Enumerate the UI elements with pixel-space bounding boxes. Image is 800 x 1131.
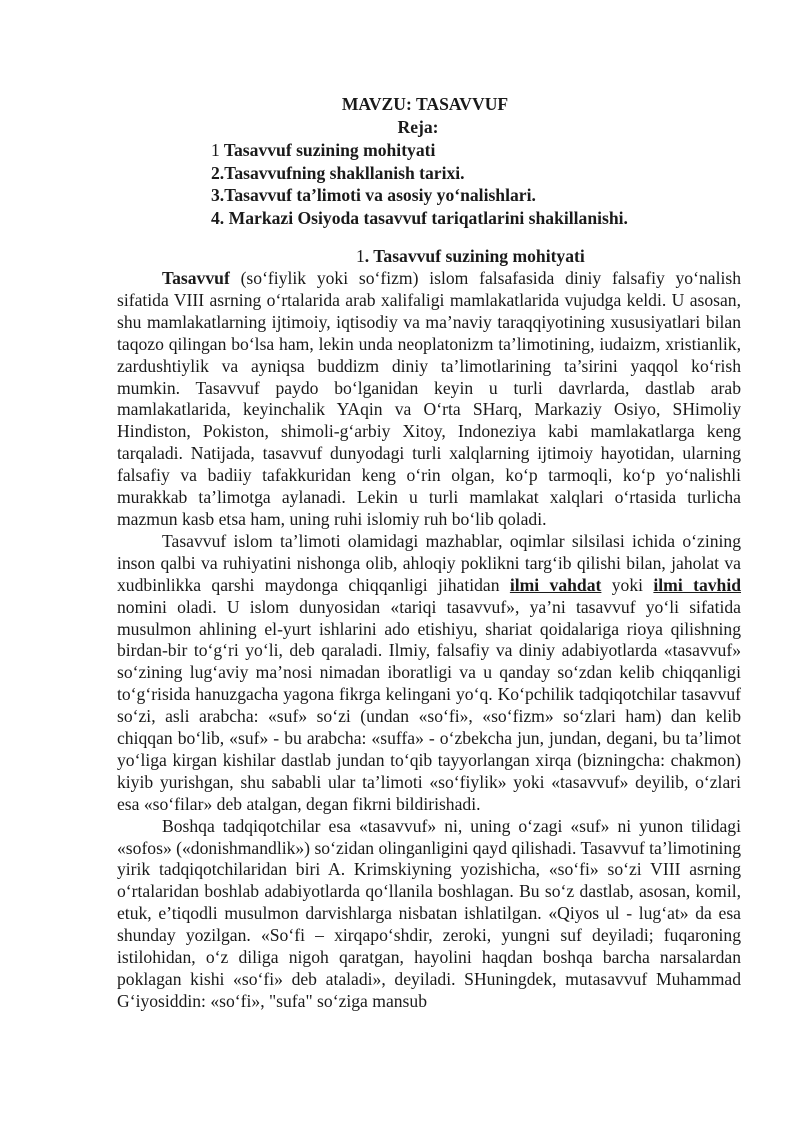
paragraph-text: (so‘fiylik yoki so‘fizm) islom falsafasida diniy falsafiy yo‘nalish sifatida VIII asrning o‘rtalarida arab xalifaligi mamlakatlarida vujudga keldi. U asosan, shu mamlakatlarning ijtimoiy, iqtisodiy va ma’naviy taraqqiyotining xususiyatlari bilan taqozo qilingan bo‘lsa ham, lekin unda neoplatonizm ta’limotining, iudaizm, xristianlik, zardushtiylik va ayniqsa buddizm diniy ta’limotlarining ta’sirini yaqqol ko‘rish mumkin. Tasavvuf paydo bo‘lganidan keyin u turli davrlarda, dastlab arab mamlakatlarida, keyinchalik YAqin va O‘rta SHarq, Markaziy Osiyo, SHimoliy Hindiston, Pokiston, shimoli-g‘arbiy Xitoy, Indoneziya kabi mamlakatlarga keng tarqaladi. Natijada, tasavvuf dunyodagi turli xalqlarning ijtimoiy hayotidan, ularning falsafiy va badiiy tafakkuridan keng o‘rin olgan, ko‘p tarmoqli, ko‘p yo‘nalishli murakkab ta’limotga aylanadi. Lekin u turli mamlakat xalqlari o‘rtasida turlicha mazmun kasb etsa ham, uning ruhi islomiy ruh bo‘lib qoladi.	[117, 268, 741, 529]
plan-heading: Reja:	[397, 117, 439, 137]
outline-item-number: 2.	[211, 162, 225, 183]
ilmi-vahdat-link[interactable]: ilmi vahdat	[509, 574, 602, 595]
outline-item-text: Tasavvufning shakllanish tarixi.	[224, 162, 465, 183]
outline-item	[211, 184, 628, 207]
outline-item-number: 4.	[211, 207, 225, 228]
section-heading	[356, 246, 585, 267]
outline-item-number: 3.	[211, 185, 225, 205]
body-text	[117, 268, 741, 1013]
paragraph-text: yoki	[601, 574, 654, 595]
paragraph	[117, 531, 741, 816]
paragraph: Boshqa tadqiqotchilar esa «tasavvuf» ni, uning o‘zagi «suf» ni yunon tilidagi «sofos» («donishmandlik») so‘zidan olinganligini qayd qilishadi. Tasavvuf ta’limotining yirik tadqiqotchilaridan biri A. Krimskiyning yozishicha, «so‘fi» so‘zi VIII asrning o‘rtalaridan boshlab adabiyotlarda qo‘llanila boshlagan. Bu so‘z dastlab, asosan, komil, etuk, e’tiqodli musulmon darvishlarga nisbatan ishlatilgan. «Qiyos ul - lug‘at» da esa shunday yozilgan. «So‘fi – xirqapo‘shdir, zeroki, yungni suf deyiladi; fuqaroning istilohidan, o‘z diliga nigoh qaratgan, hayolini haqdan boshqa barcha narsalardan poklagan kishi «so‘fi» deb ataladi», deyiladi. SHuningdek, mutasavvuf Muhammad G‘iyosiddin: «so‘fi», "sufa" so‘ziga mansub	[117, 815, 741, 1011]
paragraph-text: Tasavvuf islom ta’limoti olamidagi mazhablar, oqimlar silsilasi ichida o‘zining inson qalbi va ruhiyatini nishonga olib, ahloqiy poklikni targ‘ib qilishi bilan, jaholat va xudbinlikka qarshi maydonga chiqqanligi jihatidan	[117, 530, 741, 595]
outline-item-text: Markazi Osiyoda tasavvuf tariqatlarini shakillanishi.	[224, 207, 628, 228]
outline-item	[211, 139, 628, 162]
section-title-text: . Tasavvuf suzining mohityati	[364, 246, 585, 266]
ilmi-tavhid-link[interactable]: ilmi tavhid	[653, 574, 742, 595]
document-title: MAVZU: TASAVVUF	[341, 94, 509, 114]
outline-list	[211, 139, 628, 229]
paragraph	[117, 268, 741, 531]
paragraph-text: nomini oladi. U islom dunyosidan «tariqi tasavvuf», ya’ni tasavvuf yo‘li sifatida musulmon ahlining el-yurt ishlarini ado etishiyu, shariat qoidalariga rioya qilishning birdan-bir to‘g‘ri yo‘li, deb qaraladi. Ilmiy, falsafiy va diniy adabiyotlarda «tasavvuf» so‘zining lug‘aviy ma’nosi nimadan iboratligi va u qanday so‘zdan kelib chiqqanligi to‘g‘risida hanuzgacha yagona fikrga kelingani yo‘q. Ko‘pchilik tadqiqotchilar tasavvuf so‘zi, asli arabcha: «suf» so‘zi (undan «so‘fi», «so‘fizm» so‘zlari ham) dan kelib chiqqan bo‘lib, «suf» - bu arabcha: «suffa» - o‘zbekcha jun, jundan, degani, bu ta’limot yo‘liga kirgan kishilar dastlab jundan to‘qib tayyorlangan xirqa (bizningcha: chakmon) kiyib yurishgan, shu sababli ular ta’limoti «so‘fiylik» yoki «tasavvuf» deyilib, o‘zlari esa «so‘filar» deb atalgan, degan fikrni bildirishadi.	[117, 596, 741, 814]
outline-item	[211, 162, 628, 185]
outline-item-number: 1	[211, 140, 220, 160]
outline-item-text: Tasavvuf ta’limoti va asosiy yo‘nalishlari.	[224, 185, 536, 205]
outline-item-text: Tasavvuf suzining mohityati	[223, 140, 436, 160]
term-tasavvuf: Tasavvuf	[162, 268, 230, 288]
section-number: 1	[356, 246, 365, 266]
outline-item	[211, 207, 628, 230]
